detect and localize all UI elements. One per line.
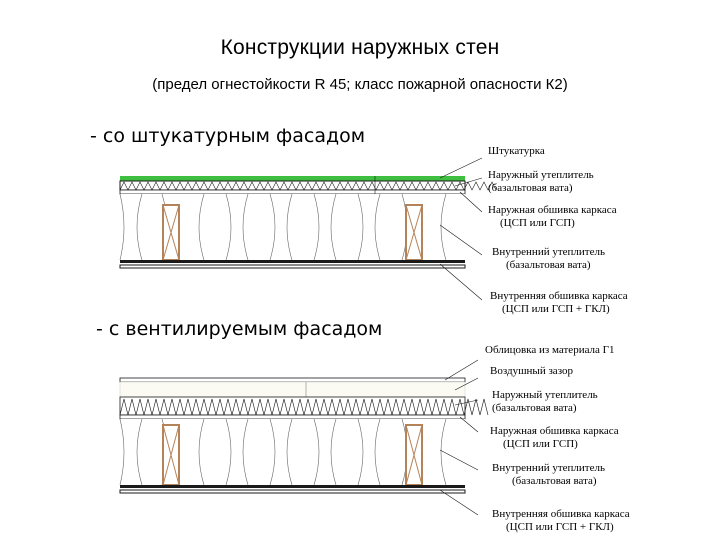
label-inner-insulation-material-2: (базальтовая вата) <box>512 475 597 487</box>
stud-3 <box>163 425 179 485</box>
inner-sheathing-layer-2 <box>120 485 465 488</box>
label-outer-insulation-material: (базальтовая вата) <box>488 182 573 194</box>
label-inner-insulation-2: Внутренний утеплитель <box>492 462 605 474</box>
label-outer-sheathing-material: (ЦСП или ГСП) <box>500 217 575 229</box>
inner-gkl-layer <box>120 265 465 268</box>
label-inner-insulation-material: (базальтовая вата) <box>506 259 591 271</box>
stud-4 <box>406 425 422 485</box>
label-outer-insulation-material-2: (базальтовая вата) <box>492 402 577 414</box>
label-plaster: Штукатурка <box>488 145 545 157</box>
inner-gkl-layer-2 <box>120 490 465 493</box>
page-subtitle: (предел огнестойкости R 45; класс пожарной опасности К2) <box>152 76 568 93</box>
label-outer-sheathing-material-2: (ЦСП или ГСП) <box>503 438 578 450</box>
label-inner-sheathing-material: (ЦСП или ГСП + ГКЛ) <box>502 303 610 315</box>
label-outer-insulation: Наружный утеплитель <box>488 169 594 181</box>
label-inner-sheathing-material-2: (ЦСП или ГСП + ГКЛ) <box>506 521 614 533</box>
label-outer-sheathing-2: Наружная обшивка каркаса <box>490 425 619 437</box>
inner-sheathing-layer <box>120 260 465 263</box>
outer-sheathing-layer <box>120 190 465 194</box>
wall-section-ventilated <box>120 360 488 515</box>
stud-2 <box>406 205 422 260</box>
air-gap-layer <box>120 382 465 397</box>
label-outer-insulation-2: Наружный утеплитель <box>492 389 598 401</box>
label-inner-sheathing-2: Внутренняя обшивка каркаса <box>492 508 630 520</box>
cladding-layer <box>120 378 465 382</box>
section-heading-ventilated: - с вентилируемым фасадом <box>96 318 383 340</box>
label-air-gap: Воздушный зазор <box>490 365 573 377</box>
page-title: Конструкции наружных стен <box>220 36 500 59</box>
plaster-layer <box>120 176 465 181</box>
label-inner-sheathing: Внутренняя обшивка каркаса <box>490 290 628 302</box>
section-heading-plaster: - со штукатурным фасадом <box>90 125 366 147</box>
wall-section-plaster <box>120 158 496 300</box>
label-inner-insulation: Внутренний утеплитель <box>492 246 605 258</box>
outer-sheathing-layer-2 <box>120 415 465 419</box>
stud-1 <box>163 205 179 260</box>
label-cladding: Облицовка из материала Г1 <box>485 344 615 356</box>
label-outer-sheathing: Наружная обшивка каркаса <box>488 204 617 216</box>
